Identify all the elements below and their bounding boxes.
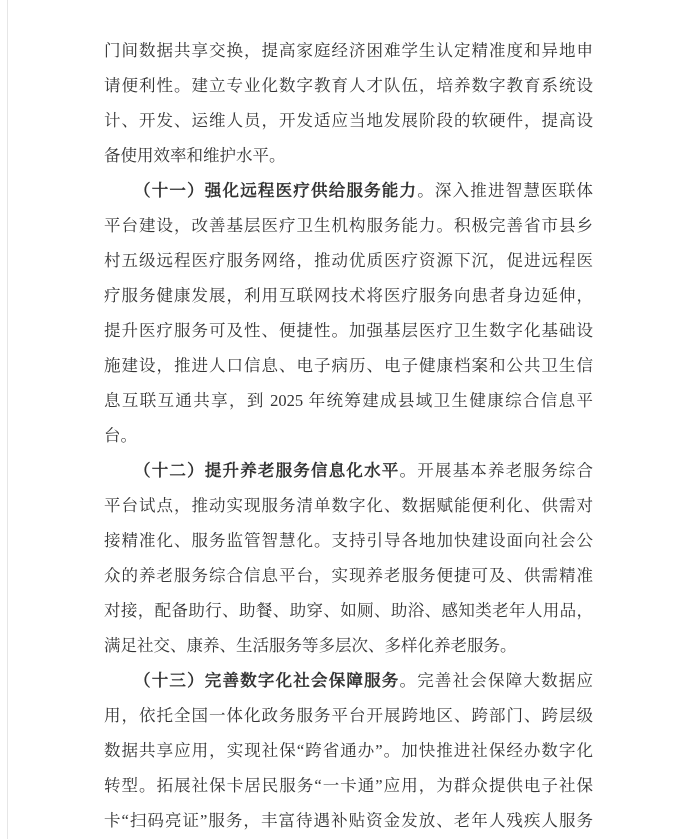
body-text: 疗服务健康发展，利用互联网技术将医疗服务向患者身边延伸， [104, 286, 593, 305]
text-line [104, 488, 593, 523]
section-heading-line [104, 173, 593, 208]
text-line [104, 348, 593, 383]
text-line [104, 523, 593, 558]
body-text: 请便利性。建立专业化数字教育人才队伍，培养数字教育系统设 [104, 76, 593, 95]
text-line [104, 698, 593, 733]
text-line [104, 768, 593, 803]
text-line [104, 558, 593, 593]
text-line [104, 68, 593, 103]
body-text: 台。 [104, 426, 137, 445]
text-line [104, 33, 593, 68]
text-line [104, 593, 593, 628]
section-heading-text: （十一）强化远程医疗供给服务能力 [134, 181, 418, 200]
body-text: 备使用效率和维护水平。 [104, 146, 286, 165]
body-text: 。开展基本养老服务综合 [399, 461, 594, 480]
body-text: 转型。拓展社保卡居民服务“一卡通”应用，为群众提供电子社保 [104, 776, 593, 795]
text-line [104, 278, 593, 313]
text-line [104, 138, 593, 173]
section-heading-text: （十二）提升养老服务信息化水平 [134, 461, 400, 480]
text-line [104, 313, 593, 348]
text-line [104, 243, 593, 278]
body-text: 接精准化、服务监管智慧化。支持引导各地加快建设面向社会公 [104, 531, 593, 550]
body-text: 数据共享应用，实现社保“跨省通办”。加快推进社保经办数字化 [104, 741, 593, 760]
text-line [104, 103, 593, 138]
section-heading-line [104, 453, 593, 488]
body-text: 卡“扫码亮证”服务，丰富待遇补贴资金发放、老年人残疾人服务 [104, 811, 593, 830]
body-text: 提升医疗服务可及性、便捷性。加强基层医疗卫生数字化基础设 [104, 321, 593, 340]
body-text: 息互联互通共享，到 2025 年统筹建成县域卫生健康综合信息平 [104, 391, 593, 410]
body-text: 计、开发、运维人员，开发适应当地发展阶段的软硬件，提高设 [104, 111, 593, 130]
text-line [104, 208, 593, 243]
text-line [104, 733, 593, 768]
body-text: 用，依托全国一体化政务服务平台开展跨地区、跨部门、跨层级 [104, 706, 593, 725]
body-text: 门间数据共享交换，提高家庭经济困难学生认定精准度和异地申 [104, 41, 593, 60]
body-text: 平台建设，改善基层医疗卫生机构服务能力。积极完善省市县乡 [104, 216, 593, 235]
text-line [104, 803, 593, 838]
body-text: 。完善社会保障大数据应 [399, 671, 594, 690]
text-line [104, 418, 593, 453]
section-heading-text: （十三）完善数字化社会保障服务 [134, 671, 400, 690]
text-line [104, 383, 593, 418]
body-text: 。深入推进智慧医联体 [417, 181, 594, 200]
body-text: 对接，配备助行、助餐、助穿、如厕、助浴、感知类老年人用品， [104, 601, 593, 620]
page-edge-line [7, 0, 8, 839]
text-line [104, 628, 593, 663]
document-text [104, 33, 593, 838]
body-text: 众的养老服务综合信息平台，实现养老服务便捷可及、供需精准 [104, 566, 593, 585]
body-text: 村五级远程医疗服务网络，推动优质医疗资源下沉，促进远程医 [104, 251, 593, 270]
body-text: 施建设，推进人口信息、电子病历、电子健康档案和公共卫生信 [104, 356, 593, 375]
body-text: 平台试点，推动实现服务清单数字化、数据赋能便利化、供需对 [104, 496, 593, 515]
section-heading-line [104, 663, 593, 698]
body-text: 满足社交、康养、生活服务等多层次、多样化养老服务。 [104, 636, 517, 655]
